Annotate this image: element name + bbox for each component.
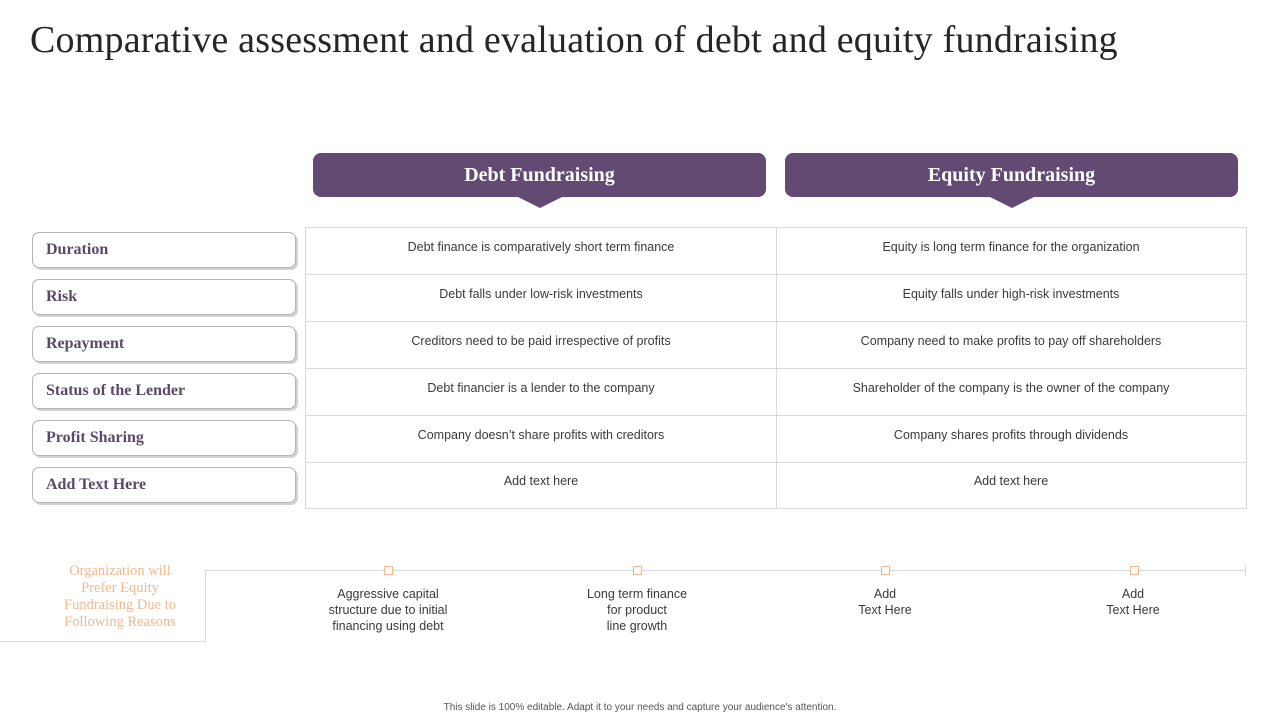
row-label-repayment: Repayment xyxy=(32,326,296,362)
cell-status-debt: Debt financier is a lender to the company xyxy=(427,381,655,395)
footer-note: This slide is 100% editable. Adapt it to your needs and capture your audience's attention. xyxy=(443,702,837,713)
reason-item-3: Add Text Here xyxy=(858,587,912,617)
timeline-end-tick xyxy=(1245,565,1246,575)
row-divider xyxy=(306,274,1246,275)
row-divider xyxy=(306,368,1246,369)
row-divider xyxy=(306,321,1246,322)
cell-add-equity: Add text here xyxy=(973,474,1049,488)
cell-repayment-debt: Creditors need to be paid irrespective of profits xyxy=(411,334,671,348)
row-label-add-text: Add Text Here xyxy=(32,467,296,503)
cell-duration-equity: Equity is long term finance for the organization xyxy=(882,240,1140,254)
reasons-heading: Organization will Prefer Equity Fundraising Due to Following Reasons xyxy=(64,563,176,630)
row-label-risk: Risk xyxy=(32,279,296,315)
reason-item-1: Aggressive capital structure due to initial financing using debt xyxy=(328,587,448,633)
debt-fundraising-header-label: Debt Fundraising xyxy=(464,163,615,186)
cell-risk-equity: Equity falls under high-risk investments xyxy=(902,287,1120,301)
row-divider xyxy=(306,415,1246,416)
page-title: Comparative assessment and evaluation of debt and equity fundraising xyxy=(30,19,1118,61)
debt-fundraising-header xyxy=(313,153,766,197)
cell-repayment-equity: Company need to make profits to pay off shareholders xyxy=(860,334,1162,348)
equity-fundraising-header-label: Equity Fundraising xyxy=(927,163,1096,186)
timeline-marker xyxy=(384,566,393,575)
header-pointer-shape xyxy=(518,197,562,208)
cell-risk-debt: Debt falls under low-risk investments xyxy=(439,287,643,301)
row-label-duration: Duration xyxy=(32,232,296,268)
reasons-bracket-line xyxy=(205,570,206,642)
reasons-bracket-line xyxy=(0,641,206,642)
comparison-table xyxy=(305,227,1247,509)
reason-item-4: Add Text Here xyxy=(1106,587,1160,617)
cell-status-equity: Shareholder of the company is the owner of the company xyxy=(852,381,1170,395)
timeline-marker xyxy=(1130,566,1139,575)
cell-duration-debt: Debt finance is comparatively short term finance xyxy=(407,240,675,254)
reasons-timeline xyxy=(205,570,1246,571)
cell-add-debt: Add text here xyxy=(503,474,579,488)
cell-profit-debt: Company doesn’t share profits with creditors xyxy=(417,428,665,442)
cell-profit-equity: Company shares profits through dividends xyxy=(893,428,1129,442)
row-label-status-of-lender: Status of the Lender xyxy=(32,373,296,409)
header-pointer-shape xyxy=(990,197,1034,208)
row-divider xyxy=(306,462,1246,463)
row-label-profit-sharing: Profit Sharing xyxy=(32,420,296,456)
equity-fundraising-header xyxy=(785,153,1238,197)
timeline-marker xyxy=(881,566,890,575)
reason-item-2: Long term finance for product line growth xyxy=(586,587,688,633)
timeline-marker xyxy=(633,566,642,575)
